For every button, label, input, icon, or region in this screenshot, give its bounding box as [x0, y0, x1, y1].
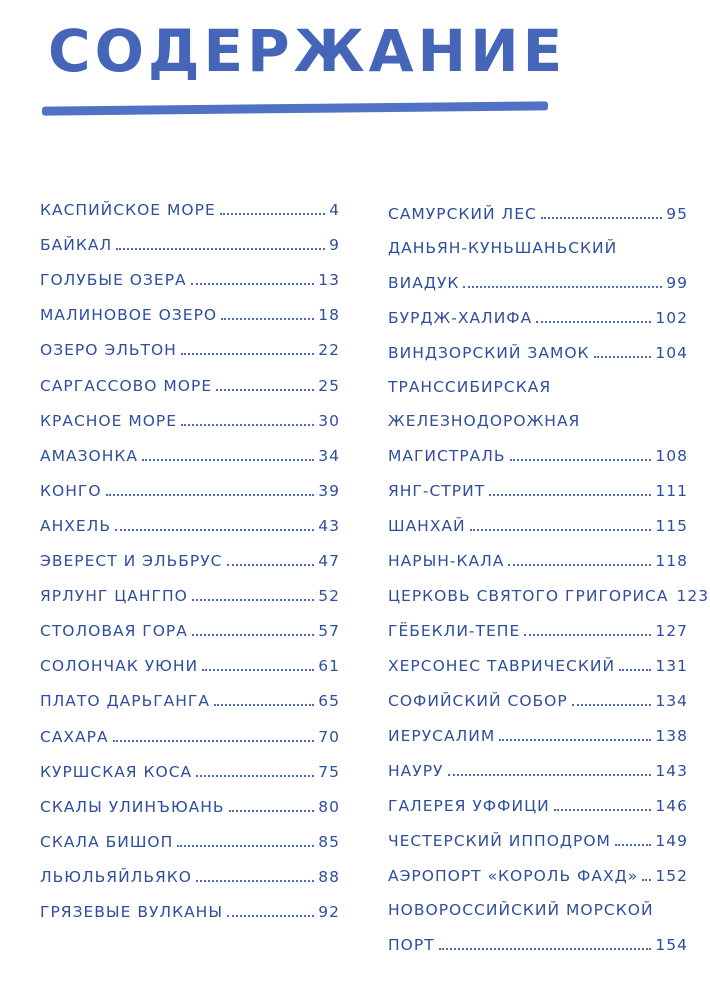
- toc-entry-label: СОЛОНЧАК УЮНИ: [40, 657, 199, 676]
- toc-entry-page: 88: [318, 867, 340, 886]
- dot-leader: [196, 880, 314, 882]
- toc-entry-page: 102: [655, 309, 688, 327]
- dot-leader: [220, 213, 325, 215]
- toc-entry-label: НАУРУ: [388, 762, 444, 780]
- toc-entry[interactable]: [388, 465, 688, 500]
- toc-entry-label: СКАЛА БИШОП: [40, 832, 174, 851]
- toc-entry-label: МАГИСТРАЛЬ: [388, 447, 506, 465]
- dot-leader: [116, 248, 325, 250]
- toc-entry-label: СКАЛЫ УЛИНЪЮАНЬ: [40, 797, 225, 816]
- toc-entry-page: 4: [329, 201, 340, 220]
- toc-entry-page: 52: [318, 587, 340, 606]
- dot-leader: [181, 424, 314, 426]
- toc-left-column: [40, 184, 340, 921]
- toc-entry[interactable]: [40, 289, 340, 324]
- dot-leader: [106, 494, 315, 496]
- toc-entry[interactable]: [40, 570, 340, 605]
- toc-entry-label: САРГАССОВО МОРЕ: [40, 376, 213, 395]
- dot-leader: [439, 948, 652, 950]
- dot-leader: [115, 529, 314, 531]
- toc-entry[interactable]: [388, 605, 688, 640]
- toc-entry[interactable]: [40, 886, 340, 921]
- toc-entry-page: 61: [318, 657, 340, 676]
- toc-entry-page: 18: [318, 306, 340, 325]
- toc-entry-label-line: ЖЕЛЕЗНОДОРОЖНАЯ: [388, 412, 581, 430]
- toc-entry[interactable]: [388, 292, 688, 327]
- toc-entry-page: 127: [655, 622, 688, 640]
- toc-entry-page: 108: [655, 447, 688, 465]
- toc-entry-page: 22: [318, 341, 340, 360]
- toc-entry-page: 34: [318, 446, 340, 465]
- toc-entry[interactable]: [40, 535, 340, 570]
- toc-entry-page: 118: [655, 552, 688, 570]
- dot-leader: [541, 217, 662, 219]
- dot-leader: [619, 669, 651, 671]
- toc-entry-page: 152: [655, 867, 688, 885]
- toc-entry[interactable]: [40, 605, 340, 640]
- dot-leader: [510, 459, 652, 461]
- dot-leader: [642, 879, 651, 881]
- toc-entry-label: ВИАДУК: [388, 274, 460, 292]
- toc-entry-page: 75: [318, 762, 340, 781]
- toc-entry-page: 146: [655, 797, 688, 815]
- toc-entry-page: 9: [329, 236, 340, 255]
- dot-leader: [113, 740, 315, 742]
- toc-entry[interactable]: [388, 500, 688, 535]
- toc-entry[interactable]: [388, 430, 688, 465]
- toc-entry-page: 115: [655, 517, 688, 535]
- toc-entry[interactable]: [40, 500, 340, 535]
- toc-entry-label: САМУРСКИЙ ЛЕС: [388, 205, 537, 223]
- toc-entry[interactable]: [40, 430, 340, 465]
- toc-entry-label: МАЛИНОВОЕ ОЗЕРО: [40, 306, 218, 325]
- toc-entry[interactable]: [388, 780, 688, 815]
- toc-entry-page: 99: [666, 274, 688, 292]
- dot-leader: [508, 564, 651, 566]
- toc-entry-label: ГЁБЕКЛИ-ТЕПЕ: [388, 622, 521, 640]
- toc-entry[interactable]: [40, 359, 340, 394]
- dot-leader: [177, 845, 314, 847]
- dot-leader: [554, 809, 652, 811]
- toc-entry-label: ГАЛЕРЕЯ УФФИЦИ: [388, 797, 550, 815]
- toc-entry[interactable]: [40, 395, 340, 430]
- toc-entry-label: ИЕРУСАЛИМ: [388, 727, 496, 745]
- toc-entry-page: 47: [318, 552, 340, 571]
- dot-leader: [181, 353, 314, 355]
- toc-entry-label: ЯРЛУНГ ЦАНГПО: [40, 587, 188, 606]
- toc-entry-page: 85: [318, 832, 340, 851]
- toc-entry-page: 25: [318, 376, 340, 395]
- toc-entry-label: КОНГО: [40, 481, 102, 500]
- toc-entry[interactable]: [40, 816, 340, 851]
- toc-entry-label: КРАСНОЕ МОРЕ: [40, 411, 178, 430]
- dot-leader: [489, 494, 651, 496]
- toc-entry-page: 104: [655, 344, 688, 362]
- toc-entry-label-line: НОВОРОССИЙСКИЙ МОРСКОЙ: [388, 901, 654, 919]
- toc-entry[interactable]: [388, 850, 688, 885]
- toc-entry-page: 123: [676, 587, 710, 605]
- toc-entry-label: БУРДЖ-ХАЛИФА: [388, 309, 533, 327]
- toc-entry-page: 39: [318, 481, 340, 500]
- toc-entry-page: 138: [655, 727, 688, 745]
- toc-entry[interactable]: [40, 465, 340, 500]
- toc-entry[interactable]: [388, 710, 688, 745]
- toc-entry-label: АЭРОПОРТ «КОРОЛЬ ФАХД»: [388, 867, 639, 885]
- toc-entry[interactable]: [388, 640, 688, 675]
- dot-leader: [572, 704, 652, 706]
- toc-entry[interactable]: [40, 746, 340, 781]
- toc-entry-page: 80: [318, 797, 340, 816]
- dot-leader: [142, 459, 314, 461]
- toc-entry-label: ОЗЕРО ЭЛЬТОН: [40, 341, 177, 360]
- toc-entry-label: КУРШСКАЯ КОСА: [40, 762, 193, 781]
- toc-entry-label: ЦЕРКОВЬ СВЯТОГО ГРИГОРИСА: [388, 587, 669, 605]
- toc-entry-page: 143: [655, 762, 688, 780]
- toc-entry[interactable]: [40, 184, 340, 219]
- toc-entry-label: ЛЬЮЛЬЯЙЛЬЯКО: [40, 867, 192, 886]
- toc-entry[interactable]: [388, 535, 688, 570]
- toc-entry[interactable]: [40, 675, 340, 710]
- toc-entry-label: КАСПИЙСКОЕ МОРЕ: [40, 201, 216, 220]
- dot-leader: [470, 529, 652, 531]
- dot-leader: [196, 775, 314, 777]
- dot-leader: [229, 810, 315, 812]
- toc-entry[interactable]: [40, 254, 340, 289]
- dot-leader: [536, 321, 651, 323]
- toc-entry-label: ГРЯЗЕВЫЕ ВУЛКАНЫ: [40, 902, 224, 921]
- toc-entry-page: 111: [655, 482, 688, 500]
- toc-right-column: [388, 188, 710, 954]
- dot-leader: [615, 844, 651, 846]
- toc-entry[interactable]: [40, 640, 340, 675]
- toc-entry[interactable]: [388, 815, 688, 850]
- dot-leader: [594, 356, 652, 358]
- toc-entry-label: ВИНДЗОРСКИЙ ЗАМОК: [388, 344, 590, 362]
- toc-entry-label: ПЛАТО ДАРЬГАНГА: [40, 692, 210, 711]
- toc-entry-label: СТОЛОВАЯ ГОРА: [40, 622, 188, 641]
- dot-leader: [227, 564, 315, 566]
- toc-entry[interactable]: [40, 324, 340, 359]
- dot-leader: [448, 774, 652, 776]
- dot-leader: [227, 915, 314, 917]
- toc-entry-label: ГОЛУБЫЕ ОЗЕРА: [40, 271, 187, 290]
- dot-leader: [216, 389, 314, 391]
- dot-leader: [463, 286, 662, 288]
- dot-leader: [499, 739, 651, 741]
- toc-entry-page: 134: [655, 692, 688, 710]
- toc-entry-page: 13: [318, 271, 340, 290]
- dot-leader: [214, 704, 314, 706]
- toc-entry[interactable]: [388, 675, 688, 710]
- toc-entry-label: САХАРА: [40, 727, 109, 746]
- toc-entry[interactable]: [388, 570, 710, 605]
- toc-entry[interactable]: [40, 219, 340, 254]
- toc-entry[interactable]: [388, 327, 688, 362]
- toc-entry-label: СОФИЙСКИЙ СОБОР: [388, 692, 568, 710]
- toc-entry[interactable]: [40, 710, 340, 745]
- title-underline: [42, 101, 548, 115]
- toc-entry-label: АНХЕЛЬ: [40, 516, 111, 535]
- toc-entry[interactable]: [388, 919, 688, 954]
- toc-entry-page: 131: [655, 657, 688, 675]
- dot-leader: [192, 599, 314, 601]
- toc-entry-label: ЧЕСТЕРСКИЙ ИППОДРОМ: [388, 832, 611, 850]
- toc-entry-page: 65: [318, 692, 340, 711]
- toc-entry-page: 149: [655, 832, 688, 850]
- dot-leader: [524, 634, 651, 636]
- dot-leader: [221, 318, 314, 320]
- page-title: СОДЕРЖАНИЕ: [48, 17, 567, 85]
- toc-entry-label: НАРЫН-КАЛА: [388, 552, 505, 570]
- toc-entry-page: 154: [655, 936, 688, 954]
- toc-entry-label: ШАНХАЙ: [388, 517, 466, 535]
- toc-entry[interactable]: [40, 851, 340, 886]
- toc-entry-label-line: ТРАНССИБИРСКАЯ: [388, 378, 552, 396]
- toc-entry[interactable]: [388, 188, 688, 223]
- toc-entry-label: ПОРТ: [388, 936, 435, 954]
- toc-entry[interactable]: [388, 745, 688, 780]
- toc-entry-page: 95: [666, 205, 688, 223]
- toc-entry[interactable]: [388, 257, 688, 292]
- toc-entry-page: 57: [318, 622, 340, 641]
- toc-entry-page: 92: [318, 902, 340, 921]
- toc-entry-page: 70: [318, 727, 340, 746]
- toc-entry-label: ХЕРСОНЕС ТАВРИЧЕСКИЙ: [388, 657, 616, 675]
- toc-entry-label: ЭВЕРЕСТ И ЭЛЬБРУС: [40, 552, 223, 571]
- toc-entry-label: БАЙКАЛ: [40, 236, 113, 255]
- dot-leader: [202, 669, 314, 671]
- toc-entry-label: ЯНГ-СТРИТ: [388, 482, 486, 500]
- toc-entry[interactable]: [40, 781, 340, 816]
- toc-entry-page: 43: [318, 516, 340, 535]
- dot-leader: [192, 634, 314, 636]
- dot-leader: [191, 283, 315, 285]
- toc-entry-page: 30: [318, 411, 340, 430]
- toc-entry-label: АМАЗОНКА: [40, 446, 138, 465]
- toc-entry-label-line: ДАНЬЯН-КУНЬШАНЬСКИЙ: [388, 239, 618, 257]
